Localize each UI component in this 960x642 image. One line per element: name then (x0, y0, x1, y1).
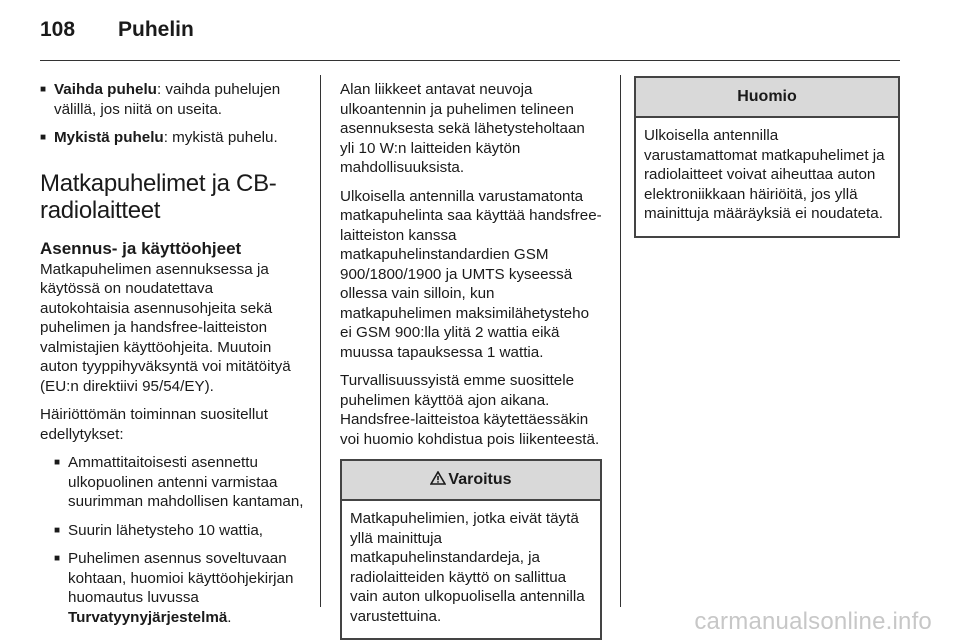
subsection-heading: Asennus- ja käyttöohjeet (40, 238, 242, 258)
column-2 (340, 80, 602, 640)
body-paragraph: Matkapuhelimen asennuksessa ja käytössä on noudatettava autokohtaisia asennusohjeita sekä puhelimen ja handsfree-laitteiston valmistajien käyttöohjeita. Muutoin auton tyyppihyväksyntä voi mitätöityä (EU:n direktiivi 95/54/EY). (40, 260, 291, 395)
note-header: Huomio (636, 78, 898, 118)
list-item-end: . (227, 608, 232, 626)
list-item (40, 128, 306, 148)
cross-reference-link[interactable]: Turvatyynyjärjestelmä (68, 608, 228, 626)
body-paragraph: Alan liikkeet antavat neuvoja ulkoantennin ja puhelimen telineen asennuksesta sekä lähetysteholtaan yli 10 W:n laitteiden käytön mahdollisuuksista. (340, 81, 585, 176)
column-3 (634, 66, 900, 238)
note-text: Ulkoisella antennilla varustamattomat matkapuhelimet ja radiolaitteet voivat aiheuttaa auton elektroniikkaan häiriöitä, jos yllä mainittuja määräyksiä ei noudateta. (644, 127, 885, 222)
warning-triangle-icon (430, 471, 446, 485)
column-1 (40, 80, 306, 636)
chapter-title: Puhelin (118, 18, 194, 41)
warning-text: Matkapuhelimien, jotka eivät täytä yllä mainittuja matkapuhelinstandardeja, ja radiolaitteiden käyttö on sallittua vain auton ulkopuolisella antennilla varustettuina. (350, 510, 585, 625)
page-header (40, 18, 194, 42)
body-paragraph: Häiriöttömän toiminnan suositellut edellytykset: (40, 406, 268, 443)
term-description: : vaihda puhelujen välillä, jos niitä on useita. (54, 81, 281, 118)
list-item: ■ Suurin lähetysteho 10 wattia, (54, 521, 306, 541)
column-divider-2 (620, 75, 621, 607)
warning-header (342, 461, 600, 501)
watermark: carmanualsonline.info (694, 608, 932, 635)
term-mute-call: Mykistä puhelu (54, 129, 164, 146)
list-item: ■ Ammattitaitoisesti asennettu ulkopuolinen antenni varmistaa suurimman mahdollisen kantaman, (54, 453, 306, 512)
body-paragraph: Turvallisuussyistä emme suosittele puhelimen käyttöä ajon aikana. Handsfree-laitteistoa käytettäessäkin voi huomio kohdistua pois liikenteestä. (340, 372, 600, 448)
term-switch-call: Vaihda puhelu (54, 81, 157, 98)
list-item (40, 80, 306, 119)
list-item (54, 549, 306, 627)
warning-title: Varoitus (448, 471, 512, 488)
term-description: : mykistä puhelu. (163, 129, 278, 146)
body-paragraph: Ulkoisella antennilla varustamatonta matkapuhelinta saa käyttää handsfree-laitteiston kanssa matkapuhelinstandardien GSM 900/1800/1900 ja UMTS kyseessä ollessa vain silloin, kun matkapuhelimen maksimilähetysteho ei GSM 900:lla ylitä 2 wattia eikä muussa tapauksessa 1 wattia. (340, 187, 602, 361)
list-item-text: Puhelimen asennus soveltuvaan kohtaan, huomioi käyttöohjekirjan huomautus luvussa (68, 550, 294, 606)
section-heading: Matkapuhelimet ja CB-radiolaitteet (40, 169, 277, 224)
column-divider-1 (320, 75, 321, 607)
warning-box (340, 459, 602, 640)
page-number: 108 (40, 18, 76, 41)
header-rule (40, 60, 900, 61)
note-box (634, 76, 900, 238)
